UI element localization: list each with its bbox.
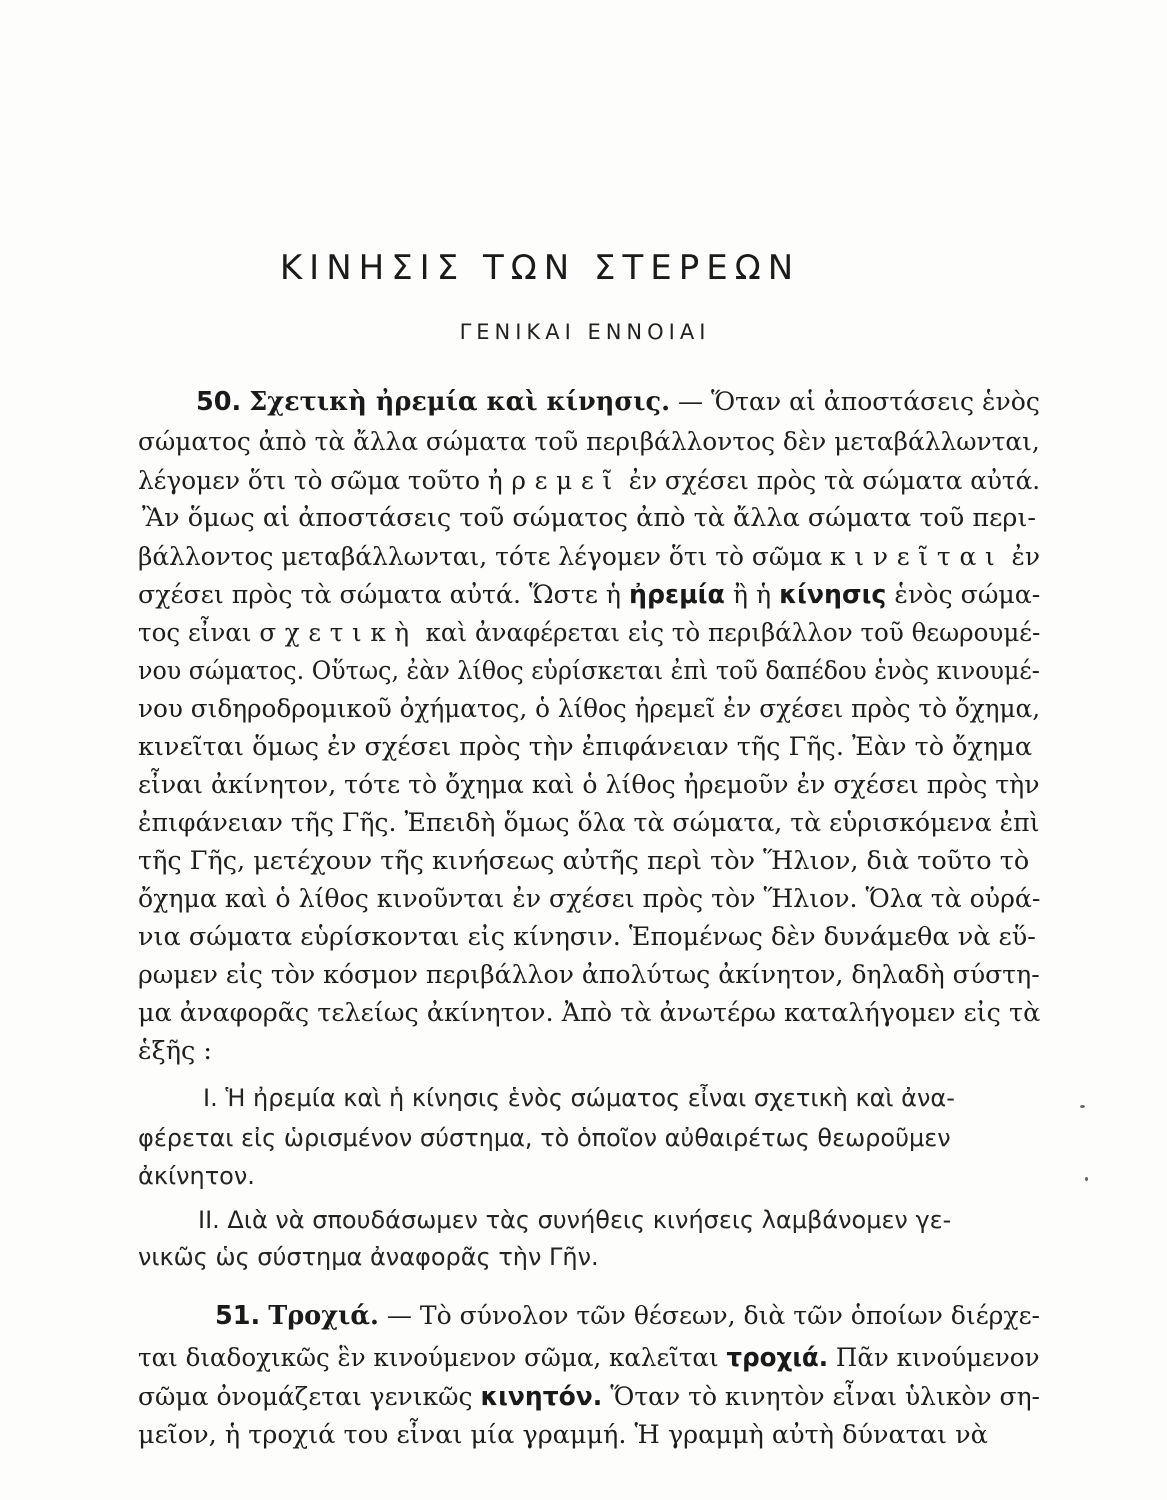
chapter-subtitle: ΓΕΝΙΚΑΙ ΕΝΝΟΙΑΙ xyxy=(459,320,711,344)
text-line: βάλλοντος μεταβάλλωνται, τότε λέγομεν ὅτι τὸ σῶμα κινεῖται ἐν xyxy=(138,542,1040,572)
text-line: νου σώματος. Οὕτως, ἐὰν λίθος εὑρίσκεται ἐπὶ τοῦ δαπέδου ἑνὸς κινουμέ- xyxy=(138,656,1040,686)
section-heading: Σχετικὴ ἠρεμία καὶ κίνησις. xyxy=(249,387,670,417)
text-line: λέγομεν ὅτι τὸ σῶμα τοῦτο ἠρεμεῖ ἐν σχέσει πρὸς τὰ σώματα αὐτά. xyxy=(138,466,1041,496)
text-line: μα ἀναφορᾶς τελείως ἀκίνητον. Ἀπὸ τὰ ἀνωτέρω καταλήγομεν εἰς τὰ xyxy=(138,998,1041,1028)
text-line: σώματος ἀπὸ τὰ ἄλλα σώματα τοῦ περιβάλλοντος δὲν μεταβάλλωνται, xyxy=(138,427,1040,457)
conclusion-2-line-1: II. Διὰ νὰ σπουδάσωμεν τὰς συνήθεις κινήσεις λαμβάνομεν γε- xyxy=(198,1206,952,1234)
text-line: σχέσει πρὸς τὰ σώματα αὐτά. Ὥστε ἡ ἠρεμία ἢ ἡ κίνησις ἑνὸς σώμα- xyxy=(138,580,1041,610)
text-line: σῶμα ὀνομάζεται γενικῶς κινητόν. Ὅταν τὸ κινητὸν εἶναι ὑλικὸν ση- xyxy=(138,1382,1040,1412)
bold-term: τροχιά. xyxy=(726,1343,829,1373)
section-heading: Τροχιά. xyxy=(268,1301,379,1331)
conclusion-1-line-1: I. Ἡ ἠρεμία καὶ ἡ κίνησις ἑνὸς σώματος εἶναι σχετικὴ καὶ ἀνα- xyxy=(203,1084,955,1112)
conclusion-1-line-3: ἀκίνητον. xyxy=(138,1162,255,1190)
section-51-line-1: 51. Τροχιά. — Τὸ σύνολον τῶν θέσεων, διὰ τῶν ὁποίων διέρχε- xyxy=(215,1301,1041,1331)
scan-speck xyxy=(1085,1177,1088,1181)
spaced-term: ἠρεμεῖ xyxy=(487,466,621,496)
section-number: 50. xyxy=(196,387,242,417)
text-line: Ἂν ὅμως αἱ ἀποστάσεις τοῦ σώματος ἀπὸ τὰ ἄλλα σώματα τοῦ περι- xyxy=(142,503,1036,533)
text-line: ρωμεν εἰς τὸν κόσμον περιβάλλον ἀπολύτως ἀκίνητον, δηλαδὴ σύστη- xyxy=(138,960,1040,990)
bold-term: ἠρεμία xyxy=(629,580,725,610)
chapter-title: ΚΙΝΗΣΙΣ ΤΩΝ ΣΤΕΡΕΩΝ xyxy=(279,248,801,288)
text-line: ἐπιφάνειαν τῆς Γῆς. Ἐπειδὴ ὅμως ὅλα τὰ σώματα, τὰ εὑρισκόμενα ἐπὶ xyxy=(138,808,1040,838)
section-50-line-1: 50. Σχετικὴ ἠρεμία καὶ κίνησις. — Ὅταν αἱ ἀποστάσεις ἑνὸς xyxy=(196,387,1040,417)
text-line: τῆς Γῆς, μετέχουν τῆς κινήσεως αὐτῆς περὶ τὸν Ἥλιον, διὰ τοῦτο τὸ xyxy=(138,846,1030,876)
bold-term: κινητόν. xyxy=(480,1382,603,1412)
conclusion-1-line-2: φέρεται εἰς ὡρισμένον σύστημα, τὸ ὁποῖον αὐθαιρέτως θεωροῦμεν xyxy=(138,1124,951,1152)
spaced-term: κινεῖται xyxy=(830,542,1004,572)
text-line: μεῖον, ἡ τροχιά του εἶναι μία γραμμή. Ἡ γραμμὴ αὐτὴ δύναται νὰ xyxy=(138,1420,988,1450)
bold-term: κίνησις xyxy=(779,580,887,610)
text-line: ται διαδοχικῶς ἓν κινούμενον σῶμα, καλεῖται τροχιά. Πᾶν κινούμενον xyxy=(138,1343,1040,1373)
text-line: κινεῖται ὅμως ἐν σχέσει πρὸς τὴν ἐπιφάνειαν τῆς Γῆς. Ἐὰν τὸ ὄχημα xyxy=(138,732,1033,762)
text-line: εἶναι ἀκίνητον, τότε τὸ ὄχημα καὶ ὁ λίθος ἠρεμοῦν ἐν σχέσει πρὸς τὴν xyxy=(138,770,1040,800)
conclusion-2-line-2: νικῶς ὡς σύστημα ἀναφορᾶς τὴν Γῆν. xyxy=(138,1243,599,1271)
text-line: ὄχημα καὶ ὁ λίθος κινοῦνται ἐν σχέσει πρὸς τὸν Ἥλιον. Ὅλα τὰ οὐρά- xyxy=(138,884,1041,914)
spaced-term: σχετικὴ xyxy=(259,618,418,648)
text-line: νια σώματα εὑρίσκονται εἰς κίνησιν. Ἑπομένως δὲν δυνάμεθα νὰ εὕ- xyxy=(138,922,1036,952)
section-number: 51. xyxy=(215,1301,261,1331)
text-line: ἑξῆς : xyxy=(138,1036,212,1066)
text-line: νου σιδηροδρομικοῦ ὀχήματος, ὁ λίθος ἠρεμεῖ ἐν σχέσει πρὸς τὸ ὄχημα, xyxy=(138,694,1041,724)
text-line: τος εἶναι σχετικὴ καὶ ἀναφέρεται εἰς τὸ περιβάλλον τοῦ θεωρουμέ- xyxy=(138,618,1041,648)
scan-speck xyxy=(1080,1105,1085,1108)
